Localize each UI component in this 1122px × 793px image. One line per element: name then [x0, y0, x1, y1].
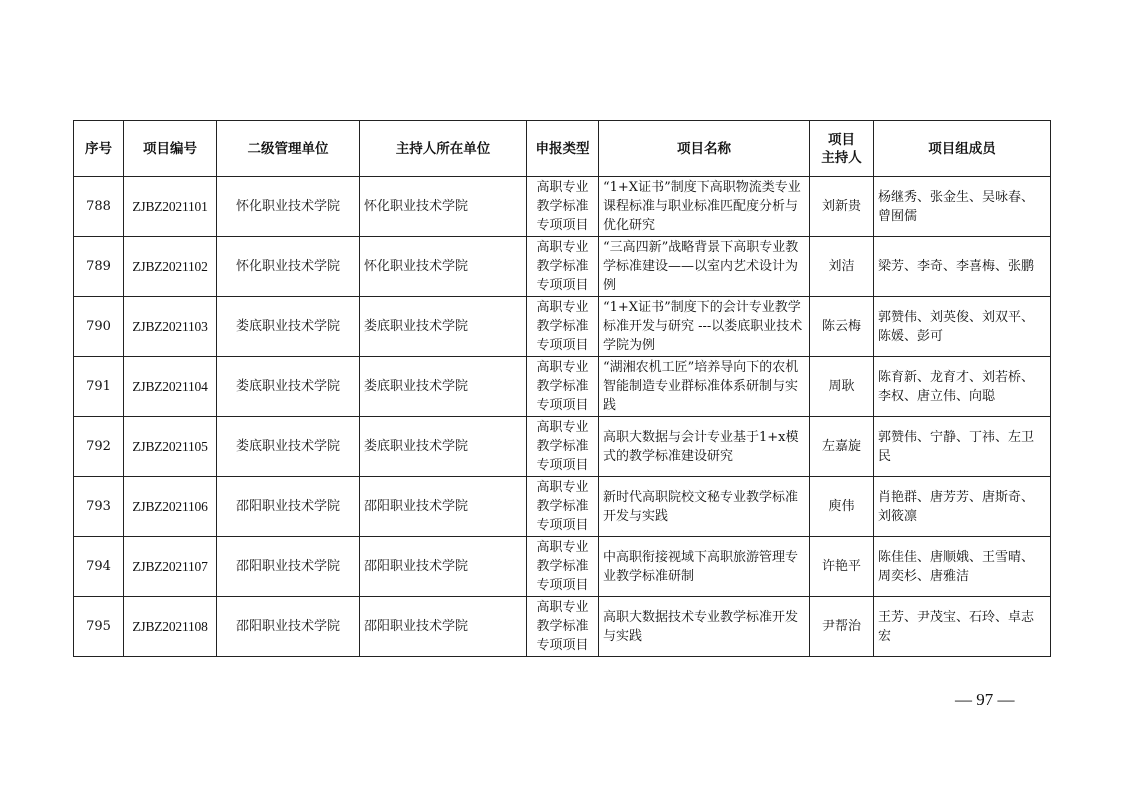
- cell-unit: 娄底职业技术学院: [217, 357, 360, 417]
- header-host-unit: 主持人所在单位: [360, 121, 527, 177]
- header-unit: 二级管理单位: [217, 121, 360, 177]
- table-row: [74, 297, 1051, 357]
- header-seq: 序号: [74, 121, 124, 177]
- cell-members: 王芳、尹茂宝、石玲、卓志宏: [874, 597, 1051, 657]
- cell-seq: 794: [74, 537, 124, 597]
- cell-name: 高职大数据技术专业教学标准开发与实践: [599, 597, 810, 657]
- cell-host: 刘洁: [810, 237, 874, 297]
- cell-code: ZJBZ2021102: [124, 237, 217, 297]
- cell-seq: 792: [74, 417, 124, 477]
- cell-host-unit: 娄底职业技术学院: [360, 357, 527, 417]
- cell-host-unit: 邵阳职业技术学院: [360, 537, 527, 597]
- cell-members: 陈佳佳、唐顺娥、王雪晴、周奕杉、唐雅洁: [874, 537, 1051, 597]
- cell-unit: 娄底职业技术学院: [217, 297, 360, 357]
- cell-host: 许艳平: [810, 537, 874, 597]
- table-body: [74, 177, 1051, 657]
- cell-members: 陈育新、龙育才、刘若桥、李权、唐立伟、向聪: [874, 357, 1051, 417]
- cell-members: 杨继秀、张金生、吴咏春、曾囿儒: [874, 177, 1051, 237]
- cell-name: “1+X证书”制度下的会计专业教学标准开发与研究 ---以娄底职业技术学院为例: [599, 297, 810, 357]
- table-header-row: [74, 121, 1051, 177]
- cell-members: 郭赞伟、刘英俊、刘双平、陈媛、彭可: [874, 297, 1051, 357]
- table-row: [74, 357, 1051, 417]
- cell-host: 刘新贵: [810, 177, 874, 237]
- cell-unit: 邵阳职业技术学院: [217, 537, 360, 597]
- cell-code: ZJBZ2021101: [124, 177, 217, 237]
- header-name: 项目名称: [599, 121, 810, 177]
- cell-type: 高职专业教学标准专项项目: [527, 177, 599, 237]
- table-row: [74, 597, 1051, 657]
- cell-seq: 791: [74, 357, 124, 417]
- cell-name: “三高四新”战略背景下高职专业教学标准建设——以室内艺术设计为例: [599, 237, 810, 297]
- cell-host-unit: 邵阳职业技术学院: [360, 597, 527, 657]
- cell-type: 高职专业教学标准专项项目: [527, 537, 599, 597]
- cell-host: 左嘉旋: [810, 417, 874, 477]
- cell-name: 高职大数据与会计专业基于1+x模式的教学标准建设研究: [599, 417, 810, 477]
- cell-host: 庾伟: [810, 477, 874, 537]
- cell-host-unit: 怀化职业技术学院: [360, 237, 527, 297]
- cell-code: ZJBZ2021108: [124, 597, 217, 657]
- table-row: [74, 237, 1051, 297]
- table-row: [74, 177, 1051, 237]
- cell-code: ZJBZ2021105: [124, 417, 217, 477]
- cell-seq: 789: [74, 237, 124, 297]
- cell-name: “湖湘农机工匠”培养导向下的农机智能制造专业群标准体系研制与实践: [599, 357, 810, 417]
- table-row: [74, 417, 1051, 477]
- cell-unit: 怀化职业技术学院: [217, 237, 360, 297]
- cell-code: ZJBZ2021106: [124, 477, 217, 537]
- cell-code: ZJBZ2021104: [124, 357, 217, 417]
- cell-name: “1+X证书”制度下高职物流类专业课程标准与职业标准匹配度分析与优化研究: [599, 177, 810, 237]
- cell-seq: 790: [74, 297, 124, 357]
- cell-members: 肖艳群、唐芳芳、唐斯奇、刘筱凛: [874, 477, 1051, 537]
- cell-code: ZJBZ2021103: [124, 297, 217, 357]
- cell-members: 郭赞伟、宁静、丁祎、左卫民: [874, 417, 1051, 477]
- header-host-line2: 主持人: [821, 149, 862, 166]
- cell-type: 高职专业教学标准专项项目: [527, 417, 599, 477]
- cell-unit: 娄底职业技术学院: [217, 417, 360, 477]
- header-host: [810, 121, 874, 177]
- cell-seq: 795: [74, 597, 124, 657]
- cell-unit: 邵阳职业技术学院: [217, 597, 360, 657]
- page-number: — 97 —: [955, 690, 1015, 709]
- cell-type: 高职专业教学标准专项项目: [527, 297, 599, 357]
- table-row: [74, 537, 1051, 597]
- cell-type: 高职专业教学标准专项项目: [527, 237, 599, 297]
- cell-host: 尹帮治: [810, 597, 874, 657]
- cell-seq: 788: [74, 177, 124, 237]
- header-code: 项目编号: [124, 121, 217, 177]
- header-type: 申报类型: [527, 121, 599, 177]
- cell-members: 梁芳、李奇、李喜梅、张鹏: [874, 237, 1051, 297]
- cell-type: 高职专业教学标准专项项目: [527, 477, 599, 537]
- header-host-line1: 项目: [828, 131, 855, 148]
- header-members: 项目组成员: [874, 121, 1051, 177]
- cell-unit: 怀化职业技术学院: [217, 177, 360, 237]
- cell-code: ZJBZ2021107: [124, 537, 217, 597]
- cell-host: 周耿: [810, 357, 874, 417]
- cell-name: 新时代高职院校文秘专业教学标准开发与实践: [599, 477, 810, 537]
- cell-unit: 邵阳职业技术学院: [217, 477, 360, 537]
- cell-name: 中高职衔接视域下高职旅游管理专业教学标准研制: [599, 537, 810, 597]
- cell-host-unit: 娄底职业技术学院: [360, 417, 527, 477]
- project-table: [73, 120, 1051, 657]
- table-row: [74, 477, 1051, 537]
- cell-type: 高职专业教学标准专项项目: [527, 357, 599, 417]
- cell-seq: 793: [74, 477, 124, 537]
- cell-host-unit: 娄底职业技术学院: [360, 297, 527, 357]
- cell-type: 高职专业教学标准专项项目: [527, 597, 599, 657]
- cell-host-unit: 邵阳职业技术学院: [360, 477, 527, 537]
- cell-host: 陈云梅: [810, 297, 874, 357]
- cell-host-unit: 怀化职业技术学院: [360, 177, 527, 237]
